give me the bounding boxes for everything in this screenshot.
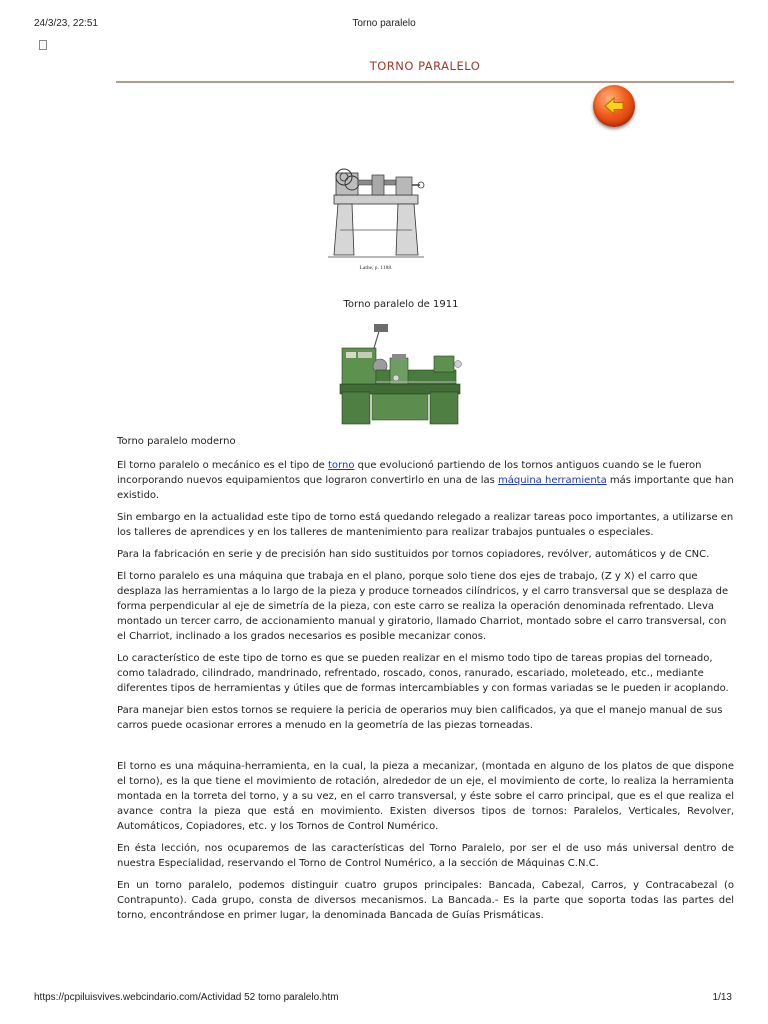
article-body bbox=[117, 458, 734, 930]
link-maquina-herramienta[interactable]: máquina herramienta bbox=[498, 475, 607, 486]
paragraph-actualidad: Sin embargo en la actualidad este tipo de torno está quedando relegado a realizar tareas poco importantes, a utilizarse en los talleres de aprendices y en los talleres de mantenimiento para realizar trabajos puntuales o especiales. bbox=[117, 512, 734, 538]
old-lathe-image bbox=[326, 155, 426, 273]
modern-lathe-image bbox=[334, 322, 466, 426]
paragraph-plano: El torno paralelo es una máquina que trabaja en el plano, porque solo tiene dos ejes de trabajo, (Z y X) el carro que desplaza las herramientas a lo largo de la pieza y produce torneados cilíndricos, y el carro transversal que se desplaza de forma perpendicular al eje de simetría de la pieza, con este carro se realiza la operación denominada refrentado. Lleva montado un tercer carro, de accionamiento manual y giratorio, llamado Charriot, montado sobre el carro transversal, con el Charriot, inclinado a los grados necesarios es posible mecanizar conos. bbox=[117, 571, 729, 642]
paragraph-caracteristico: Lo característico de este tipo de torno es que se pueden realizar en el mismo todo tipo de tareas propias del torneado, como taladrado, cilindrado, mandrinado, refrentado, roscado, conos, ranurado, escariado, moleteado, etc., mediante diferentes tipos de herramientas y útiles que de formas intercambiables y con formas variadas se le pueden ir acoplando. bbox=[117, 653, 729, 694]
back-button[interactable] bbox=[593, 85, 635, 127]
broken-image-icon bbox=[39, 40, 47, 50]
title-divider bbox=[116, 81, 734, 83]
old-lathe-caption: Torno paralelo de 1911 bbox=[343, 299, 459, 310]
print-header bbox=[0, 18, 768, 32]
paragraph-leccion: En ésta lección, nos ocuparemos de las características del Torno Paralelo, por ser el de uso más universal dentro de nuestra Especialidad, reservando el Torno de Control Numérico, a la sección de Máquinas C.N.C. bbox=[117, 843, 734, 869]
section-spacer bbox=[117, 740, 734, 759]
print-datetime: 24/3/23, 22:51 bbox=[34, 18, 98, 29]
print-doc-title: Torno paralelo bbox=[352, 18, 416, 29]
print-footer bbox=[0, 992, 768, 1006]
paragraph-grupos: En un torno paralelo, podemos distinguir cuatro grupos principales: Bancada, Cabezal, Carros, y Contracabezal (o Contrapunto). Cada grupo, consta de diversos mecanismos. La Bancada.- Es la parte que soporta todas las partes del torno, encontrándose en primer lugar, la denominada Bancada de Guías Prismáticas. bbox=[117, 880, 734, 921]
link-torno[interactable]: torno bbox=[328, 460, 355, 471]
paragraph-definicion: El torno es una máquina-herramienta, en la cual, la pieza a mecanizar, (montada en alguno de los platos de que dispone el torno), es la que tiene el movimiento de rotación, alrededor de un eje, el movimiento de corte, lo realiza la herramienta montada en la torreta del torno, y a su vez, en el carro transversal, y éste sobre el carro principal, que es el que realiza el avance contra la pieza que está en movimiento. Existen diversos tipos de tornos: Paralelos, Verticales, Revolver, Automáticos, Copiadores, etc. y los Tornos de Control Numérico. bbox=[117, 761, 734, 832]
page-title: TORNO PARALELO bbox=[369, 59, 481, 73]
paragraph-intro: El torno paralelo o mecánico es el tipo de torno que evolucionó partiendo de los tornos antiguos cuando se le fueron incorporando nuevos equipamientos que lograron convertirlo en una de las máquina herramienta más importante que han existido. bbox=[117, 460, 734, 501]
back-arrow-icon bbox=[602, 94, 626, 118]
old-lathe-inline-label: Lathe, p. 1188. bbox=[359, 265, 393, 271]
modern-lathe-caption: Torno paralelo moderno bbox=[117, 436, 236, 447]
print-url: https://pcpiluisvives.webcindario.com/Actividad 52 torno paralelo.htm bbox=[34, 992, 339, 1003]
print-page-number: 1/13 bbox=[712, 992, 732, 1003]
paragraph-manejo: Para manejar bien estos tornos se requiere la pericia de operarios muy bien calificados, ya que el manejo manual de sus carros puede ocasionar errores a menudo en la geometría de las piezas torneadas. bbox=[117, 705, 723, 731]
paragraph-fabricacion: Para la fabricación en serie y de precisión han sido sustituidos por tornos copiadores, revólver, automáticos y de CNC. bbox=[117, 549, 710, 560]
